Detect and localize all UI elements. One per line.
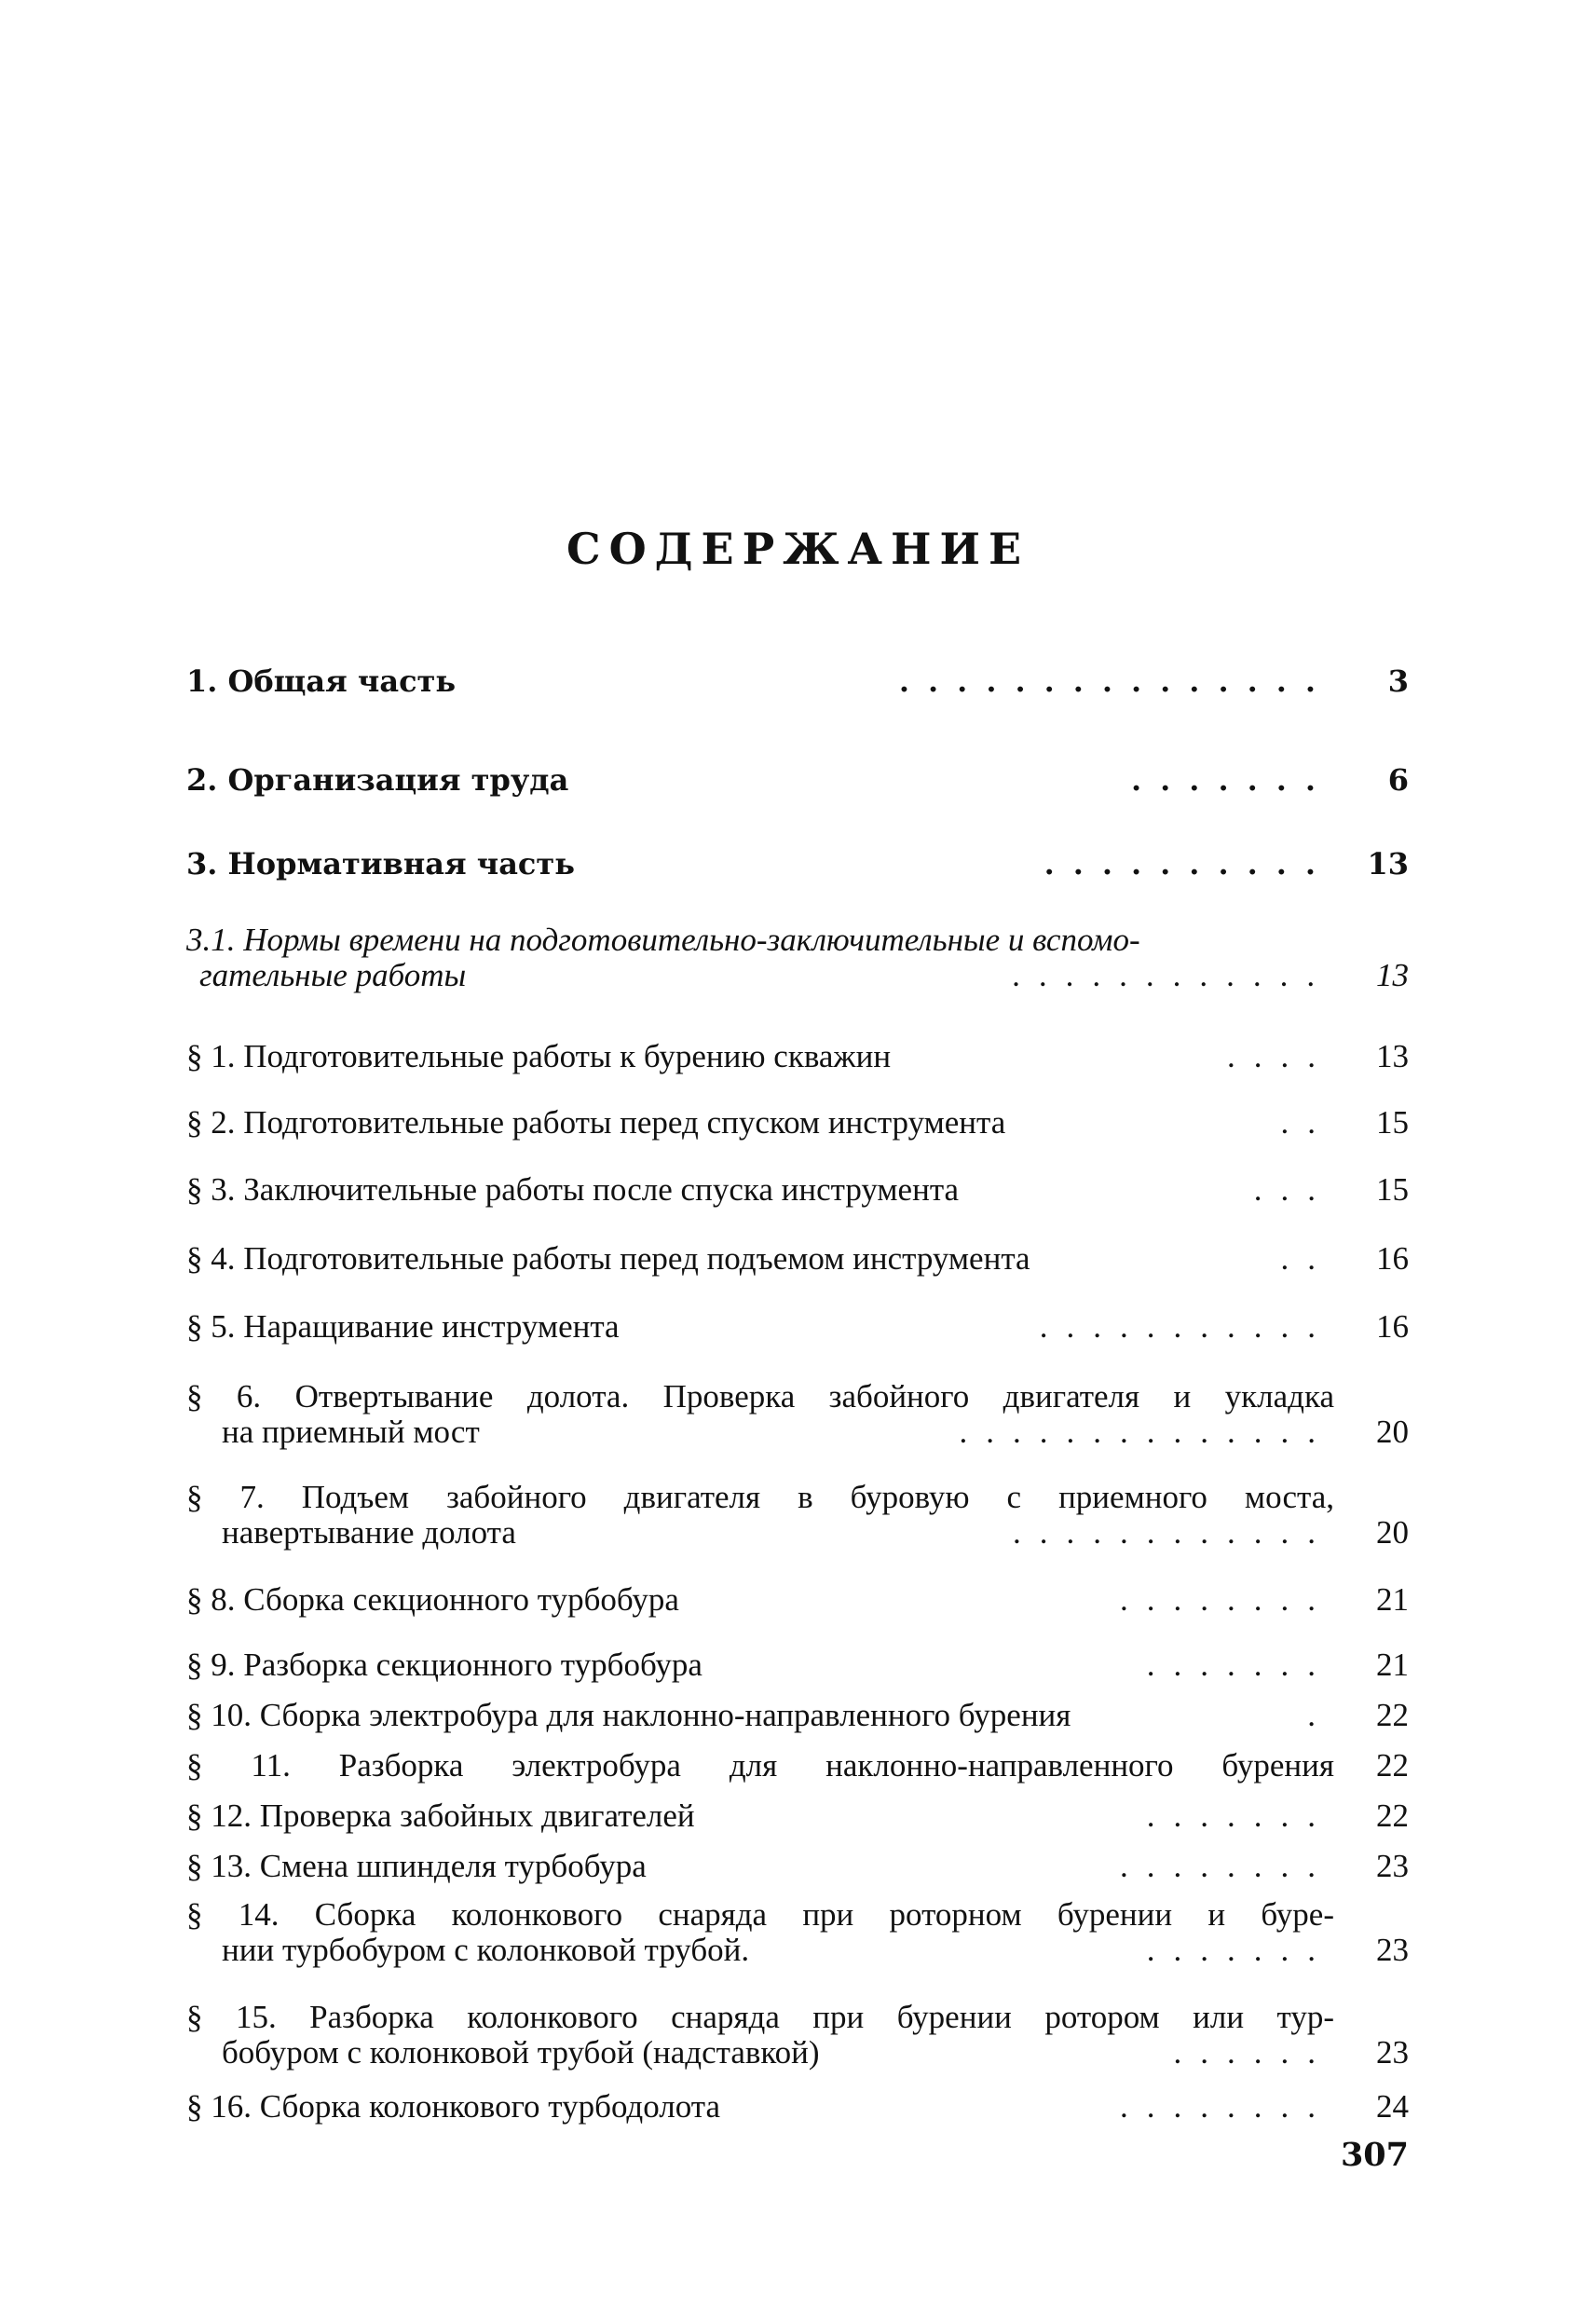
toc-entry-page: 16 (1376, 1308, 1409, 1345)
toc-entry-page: 13 (1376, 1038, 1409, 1074)
toc-entry-par-2 (186, 1105, 1409, 1141)
toc-entry-page: 3 (1387, 663, 1409, 699)
leader-dots: .... (1227, 1038, 1334, 1074)
leader-dots: .......... (1044, 846, 1334, 882)
toc-entry-text: § 3. Заключительные работы после спуска инструмента (186, 1171, 960, 1208)
toc-entry-par-4 (186, 1241, 1409, 1277)
toc-entry-text-line1: § 14. Сборка колонкового снаряда при роторном бурении и буре- (186, 1896, 1334, 1933)
toc-entry-text-line2: на приемный мост (222, 1414, 480, 1450)
toc-entry-text-line1: § 6. Отвертывание долота. Проверка забойного двигателя и укладка (186, 1378, 1334, 1415)
toc-entry-labor-organization (186, 762, 1409, 798)
toc-entry-page: 23 (1376, 2034, 1409, 2071)
leader-dots: ... (1253, 1171, 1334, 1208)
toc-entry-page: 22 (1376, 1747, 1409, 1784)
toc-entry-text: § 8. Сборка секционного турбобура (186, 1581, 679, 1618)
toc-entry-page: 16 (1376, 1240, 1409, 1277)
toc-entry-text: § 2. Подготовительные работы перед спуском инструмента (186, 1104, 1006, 1141)
leader-dots: . (1307, 1697, 1334, 1733)
toc-entry-text: § 4. Подготовительные работы перед подъемом инструмента (186, 1240, 1030, 1277)
toc-entry-text-line1: 3.1. Нормы времени на подготовительно-заключительные и вспомо- (186, 922, 1140, 958)
leader-dots: ...... (1173, 2034, 1334, 2071)
leader-dots: .. (1280, 1240, 1334, 1277)
toc-entry-par-6 (186, 1379, 1409, 1450)
toc-entry-page: 22 (1376, 1797, 1409, 1834)
toc-entry-page: 23 (1376, 1932, 1409, 1968)
toc-entry-par-12 (186, 1798, 1409, 1834)
toc-entry-page: 20 (1376, 1514, 1409, 1551)
toc-entry-page: 15 (1376, 1171, 1409, 1208)
page-number: 307 (1340, 2136, 1409, 2174)
toc-entry-par-8 (186, 1582, 1409, 1618)
leader-dots: ........ (1120, 1848, 1334, 1884)
leader-dots: ....... (1146, 1647, 1334, 1683)
toc-entry-text: § 1. Подготовительные работы к бурению скважин (186, 1038, 892, 1074)
leader-dots: ........ (1120, 1581, 1334, 1618)
leader-dots: .. (1280, 1104, 1334, 1141)
toc-entry-text: § 16. Сборка колонкового турбодолота (186, 2088, 721, 2125)
toc-entry-page: 24 (1376, 2088, 1409, 2125)
toc-entry-text: § 9. Разборка секционного турбобура (186, 1647, 703, 1683)
toc-entry-par-3 (186, 1172, 1409, 1208)
toc-entry-par-10 (186, 1698, 1409, 1733)
leader-dots: ............... (898, 663, 1334, 699)
contents-title: СОДЕРЖАНИЕ (566, 524, 1030, 574)
toc-entry-text: 2. Организация труда (186, 762, 569, 798)
toc-entry-page: 22 (1376, 1697, 1409, 1733)
toc-entry-text-line1: § 7. Подъем забойного двигателя в буровую с приемного моста, (186, 1479, 1334, 1515)
toc-entry-par-9 (186, 1647, 1409, 1683)
toc-entry-par-7 (186, 1480, 1409, 1551)
toc-entry-time-norms (186, 923, 1409, 993)
toc-entry-par-15 (186, 2000, 1409, 2071)
toc-entry-page: 21 (1376, 1581, 1409, 1618)
toc-entry-page: 13 (1367, 846, 1409, 882)
toc-entry-text-line2: нии турбобуром с колонковой трубой. (222, 1932, 750, 1968)
leader-dots: .............. (959, 1414, 1334, 1450)
toc-entry-general (186, 663, 1409, 699)
toc-entry-par-16 (186, 2089, 1409, 2125)
toc-entry-text: § 12. Проверка забойных двигателей (186, 1797, 695, 1834)
toc-entry-par-11 (186, 1748, 1409, 1784)
toc-entry-text: § 13. Смена шпинделя турбобура (186, 1848, 647, 1884)
toc-entry-par-14 (186, 1897, 1409, 1968)
toc-entry-par-5 (186, 1309, 1409, 1345)
toc-entry-text: § 5. Наращивание инструмента (186, 1308, 620, 1345)
toc-entry-page: 6 (1387, 762, 1409, 798)
toc-entry-par-13 (186, 1849, 1409, 1884)
leader-dots: ........ (1120, 2088, 1334, 2125)
leader-dots: ....... (1131, 762, 1334, 798)
toc-entry-text: § 11. Разборка электробура для наклонно-направленного бурения (186, 1747, 1334, 1784)
toc-entry-text-line1: § 15. Разборка колонкового снаряда при бурении ротором или тур- (186, 1999, 1334, 2035)
toc-entry-text-line2: навертывание долота (222, 1514, 516, 1551)
toc-entry-page: 15 (1376, 1104, 1409, 1141)
toc-entry-par-1 (186, 1039, 1409, 1074)
leader-dots: ....... (1146, 1932, 1334, 1968)
toc-entry-text: 3. Нормативная часть (186, 846, 575, 882)
leader-dots: ........... (1039, 1308, 1334, 1345)
toc-entry-page: 13 (1376, 957, 1409, 993)
toc-entry-page: 23 (1376, 1848, 1409, 1884)
leader-dots: ............ (1013, 1514, 1334, 1551)
toc-entry-text: 1. Общая часть (186, 663, 457, 699)
toc-entry-text-line2: бобуром с колонковой трубой (надставкой) (222, 2034, 820, 2071)
toc-entry-normative (186, 846, 1409, 882)
toc-entry-page: 21 (1376, 1647, 1409, 1683)
leader-dots: ............ (1013, 957, 1334, 993)
toc-entry-text-line2: гательные работы (199, 957, 467, 993)
leader-dots: ....... (1146, 1797, 1334, 1834)
toc-entry-text: § 10. Сборка электробура для наклонно-направленного бурения (186, 1697, 1071, 1733)
toc-entry-page: 20 (1376, 1414, 1409, 1450)
